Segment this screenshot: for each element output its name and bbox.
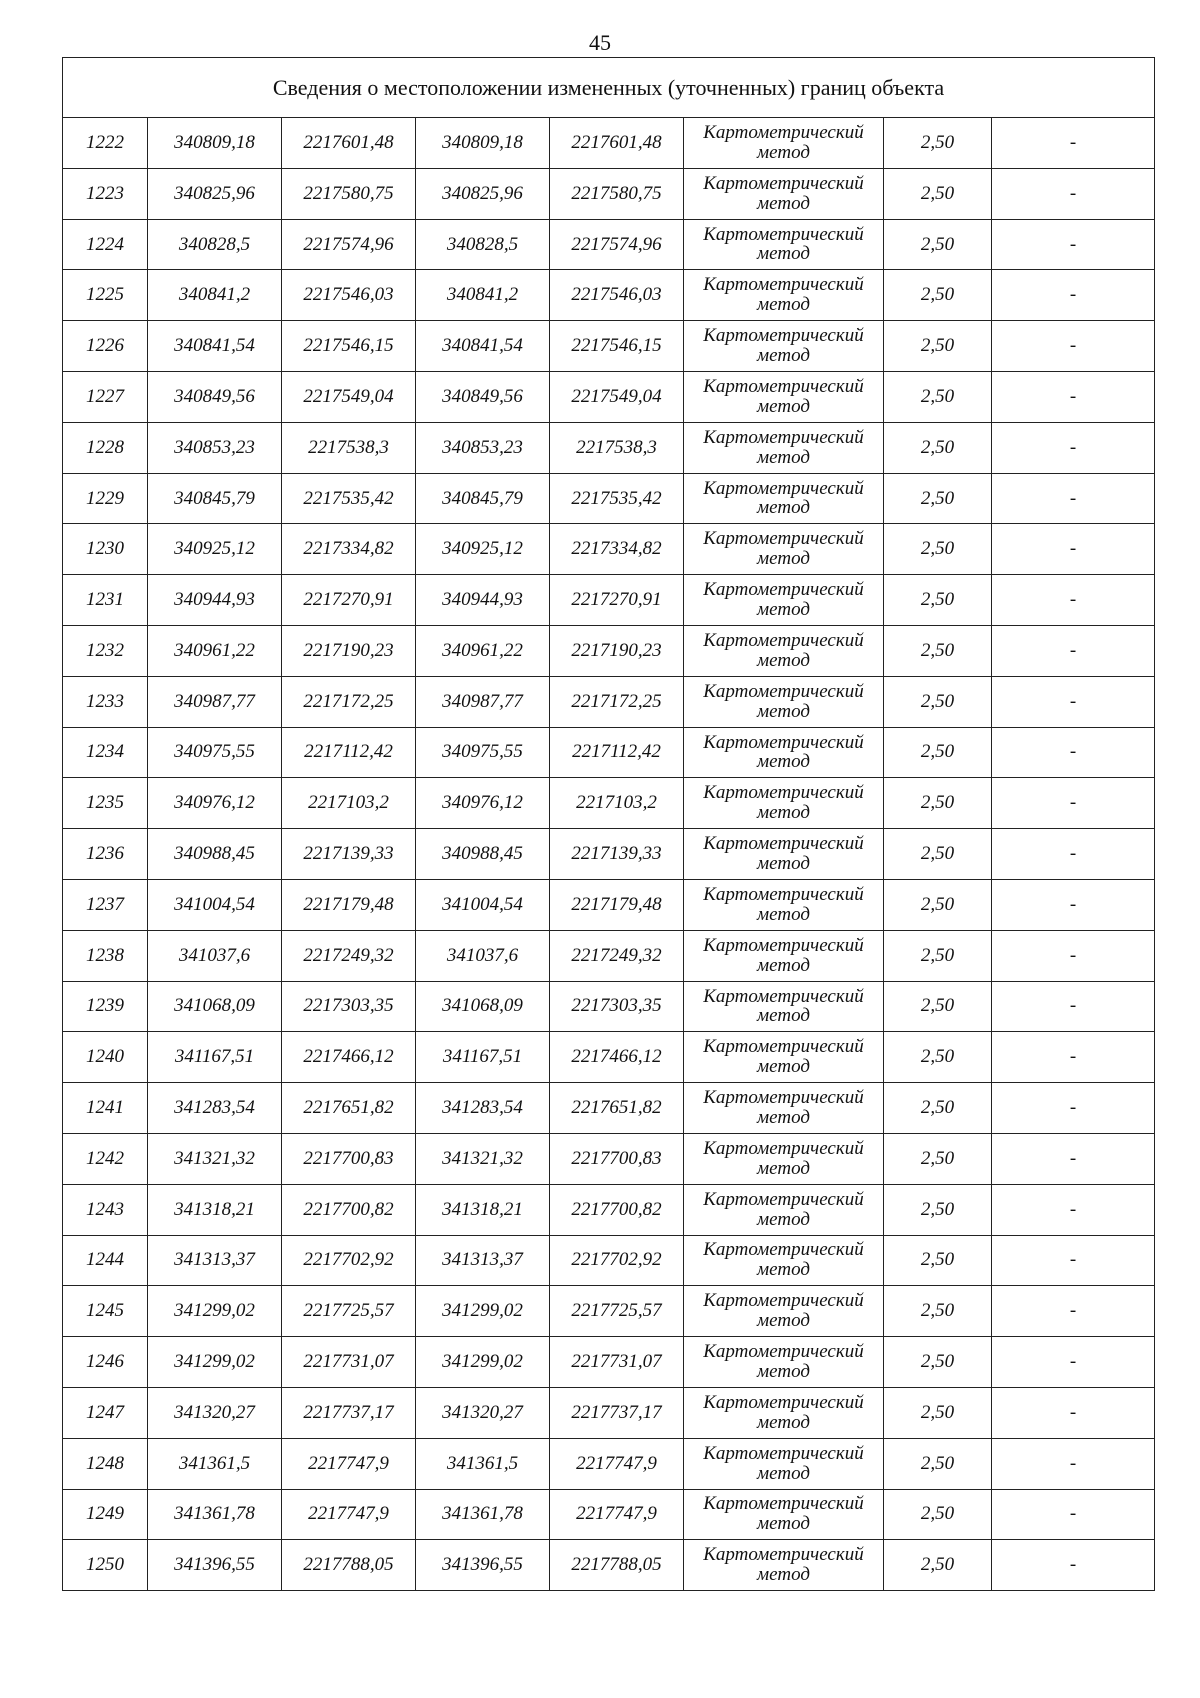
refined-y-cell: 2217651,82 — [550, 1083, 684, 1134]
existing-x-cell: 341299,02 — [148, 1286, 282, 1337]
refined-y-cell: 2217546,15 — [550, 321, 684, 372]
point-number-cell: 1224 — [63, 219, 148, 270]
note-cell: - — [992, 829, 1155, 880]
existing-y-cell: 2217466,12 — [282, 1032, 416, 1083]
existing-y-cell: 2217700,82 — [282, 1184, 416, 1235]
table-row — [63, 625, 1155, 676]
refined-y-cell: 2217747,9 — [550, 1489, 684, 1540]
existing-y-cell: 2217737,17 — [282, 1387, 416, 1438]
existing-x-cell: 340976,12 — [148, 778, 282, 829]
point-number-cell: 1241 — [63, 1083, 148, 1134]
method-cell: Картометрический метод — [684, 1235, 884, 1286]
method-cell: Картометрический метод — [684, 1184, 884, 1235]
point-number-cell: 1223 — [63, 168, 148, 219]
refined-x-cell: 340841,54 — [416, 321, 550, 372]
refined-y-cell: 2217179,48 — [550, 879, 684, 930]
accuracy-cell: 2,50 — [884, 168, 992, 219]
table-row — [63, 1133, 1155, 1184]
point-number-cell: 1250 — [63, 1540, 148, 1591]
refined-x-cell: 341299,02 — [416, 1337, 550, 1388]
method-cell: Картометрический метод — [684, 219, 884, 270]
method-cell: Картометрический метод — [684, 829, 884, 880]
accuracy-cell: 2,50 — [884, 981, 992, 1032]
table-row — [63, 371, 1155, 422]
existing-y-cell: 2217139,33 — [282, 829, 416, 880]
existing-y-cell: 2217172,25 — [282, 676, 416, 727]
method-cell: Картометрический метод — [684, 676, 884, 727]
refined-y-cell: 2217549,04 — [550, 371, 684, 422]
existing-x-cell: 340825,96 — [148, 168, 282, 219]
accuracy-cell: 2,50 — [884, 118, 992, 169]
refined-x-cell: 340944,93 — [416, 575, 550, 626]
method-cell: Картометрический метод — [684, 1489, 884, 1540]
refined-x-cell: 340976,12 — [416, 778, 550, 829]
existing-y-cell: 2217725,57 — [282, 1286, 416, 1337]
accuracy-cell: 2,50 — [884, 1540, 992, 1591]
existing-y-cell: 2217249,32 — [282, 930, 416, 981]
existing-x-cell: 340849,56 — [148, 371, 282, 422]
point-number-cell: 1225 — [63, 270, 148, 321]
refined-y-cell: 2217702,92 — [550, 1235, 684, 1286]
accuracy-cell: 2,50 — [884, 829, 992, 880]
accuracy-cell: 2,50 — [884, 676, 992, 727]
accuracy-cell: 2,50 — [884, 1286, 992, 1337]
note-cell: - — [992, 727, 1155, 778]
table-row — [63, 930, 1155, 981]
refined-x-cell: 341361,78 — [416, 1489, 550, 1540]
point-number-cell: 1242 — [63, 1133, 148, 1184]
refined-y-cell: 2217249,32 — [550, 930, 684, 981]
refined-x-cell: 340988,45 — [416, 829, 550, 880]
existing-x-cell: 341283,54 — [148, 1083, 282, 1134]
point-number-cell: 1244 — [63, 1235, 148, 1286]
refined-y-cell: 2217535,42 — [550, 473, 684, 524]
table-row — [63, 524, 1155, 575]
table-row — [63, 118, 1155, 169]
accuracy-cell: 2,50 — [884, 270, 992, 321]
refined-x-cell: 341037,6 — [416, 930, 550, 981]
table-row — [63, 1540, 1155, 1591]
existing-y-cell: 2217546,03 — [282, 270, 416, 321]
refined-y-cell: 2217139,33 — [550, 829, 684, 880]
method-cell: Картометрический метод — [684, 727, 884, 778]
point-number-cell: 1240 — [63, 1032, 148, 1083]
table-row — [63, 1489, 1155, 1540]
method-cell: Картометрический метод — [684, 524, 884, 575]
refined-x-cell: 341396,55 — [416, 1540, 550, 1591]
table-title: Сведения о местоположении измененных (уточненных) границ объекта — [63, 58, 1155, 118]
note-cell: - — [992, 118, 1155, 169]
accuracy-cell: 2,50 — [884, 321, 992, 372]
method-cell: Картометрический метод — [684, 981, 884, 1032]
refined-x-cell: 341167,51 — [416, 1032, 550, 1083]
note-cell: - — [992, 270, 1155, 321]
table-row — [63, 727, 1155, 778]
table-row — [63, 676, 1155, 727]
accuracy-cell: 2,50 — [884, 473, 992, 524]
existing-x-cell: 340809,18 — [148, 118, 282, 169]
table-row — [63, 321, 1155, 372]
refined-y-cell: 2217574,96 — [550, 219, 684, 270]
refined-x-cell: 340987,77 — [416, 676, 550, 727]
existing-y-cell: 2217651,82 — [282, 1083, 416, 1134]
table-row — [63, 1387, 1155, 1438]
method-cell: Картометрический метод — [684, 879, 884, 930]
refined-x-cell: 341361,5 — [416, 1438, 550, 1489]
note-cell: - — [992, 1489, 1155, 1540]
point-number-cell: 1233 — [63, 676, 148, 727]
point-number-cell: 1235 — [63, 778, 148, 829]
accuracy-cell: 2,50 — [884, 1083, 992, 1134]
accuracy-cell: 2,50 — [884, 575, 992, 626]
existing-y-cell: 2217731,07 — [282, 1337, 416, 1388]
existing-x-cell: 341313,37 — [148, 1235, 282, 1286]
refined-x-cell: 340853,23 — [416, 422, 550, 473]
table-row — [63, 219, 1155, 270]
existing-y-cell: 2217574,96 — [282, 219, 416, 270]
refined-x-cell: 340925,12 — [416, 524, 550, 575]
existing-x-cell: 340961,22 — [148, 625, 282, 676]
refined-y-cell: 2217700,82 — [550, 1184, 684, 1235]
method-cell: Картометрический метод — [684, 930, 884, 981]
existing-x-cell: 341361,5 — [148, 1438, 282, 1489]
note-cell: - — [992, 1286, 1155, 1337]
point-number-cell: 1238 — [63, 930, 148, 981]
existing-y-cell: 2217303,35 — [282, 981, 416, 1032]
note-cell: - — [992, 1083, 1155, 1134]
point-number-cell: 1228 — [63, 422, 148, 473]
refined-y-cell: 2217747,9 — [550, 1438, 684, 1489]
accuracy-cell: 2,50 — [884, 219, 992, 270]
accuracy-cell: 2,50 — [884, 625, 992, 676]
existing-y-cell: 2217788,05 — [282, 1540, 416, 1591]
accuracy-cell: 2,50 — [884, 1337, 992, 1388]
existing-x-cell: 340925,12 — [148, 524, 282, 575]
refined-x-cell: 341320,27 — [416, 1387, 550, 1438]
refined-x-cell: 341004,54 — [416, 879, 550, 930]
accuracy-cell: 2,50 — [884, 727, 992, 778]
refined-x-cell: 341299,02 — [416, 1286, 550, 1337]
table-row — [63, 1184, 1155, 1235]
note-cell: - — [992, 1438, 1155, 1489]
refined-y-cell: 2217334,82 — [550, 524, 684, 575]
method-cell: Картометрический метод — [684, 1286, 884, 1337]
note-cell: - — [992, 1387, 1155, 1438]
note-cell: - — [992, 168, 1155, 219]
refined-x-cell: 340828,5 — [416, 219, 550, 270]
existing-y-cell: 2217179,48 — [282, 879, 416, 930]
note-cell: - — [992, 1540, 1155, 1591]
point-number-cell: 1227 — [63, 371, 148, 422]
existing-y-cell: 2217538,3 — [282, 422, 416, 473]
existing-x-cell: 341167,51 — [148, 1032, 282, 1083]
existing-y-cell: 2217702,92 — [282, 1235, 416, 1286]
existing-x-cell: 341320,27 — [148, 1387, 282, 1438]
method-cell: Картометрический метод — [684, 1540, 884, 1591]
existing-x-cell: 341318,21 — [148, 1184, 282, 1235]
note-cell: - — [992, 321, 1155, 372]
existing-y-cell: 2217747,9 — [282, 1438, 416, 1489]
existing-x-cell: 341037,6 — [148, 930, 282, 981]
table-row — [63, 168, 1155, 219]
method-cell: Картометрический метод — [684, 778, 884, 829]
existing-x-cell: 340841,54 — [148, 321, 282, 372]
note-cell: - — [992, 422, 1155, 473]
existing-y-cell: 2217546,15 — [282, 321, 416, 372]
method-cell: Картометрический метод — [684, 168, 884, 219]
table-row — [63, 778, 1155, 829]
point-number-cell: 1230 — [63, 524, 148, 575]
point-number-cell: 1249 — [63, 1489, 148, 1540]
page-number: 45 — [589, 30, 611, 55]
refined-x-cell: 341321,32 — [416, 1133, 550, 1184]
table-row — [63, 981, 1155, 1032]
refined-y-cell: 2217303,35 — [550, 981, 684, 1032]
table-row — [63, 1286, 1155, 1337]
refined-y-cell: 2217172,25 — [550, 676, 684, 727]
refined-y-cell: 2217731,07 — [550, 1337, 684, 1388]
point-number-cell: 1237 — [63, 879, 148, 930]
refined-x-cell: 340809,18 — [416, 118, 550, 169]
note-cell: - — [992, 930, 1155, 981]
refined-y-cell: 2217112,42 — [550, 727, 684, 778]
note-cell: - — [992, 1235, 1155, 1286]
note-cell: - — [992, 371, 1155, 422]
table-row — [63, 575, 1155, 626]
refined-x-cell: 341283,54 — [416, 1083, 550, 1134]
note-cell: - — [992, 1184, 1155, 1235]
method-cell: Картометрический метод — [684, 118, 884, 169]
accuracy-cell: 2,50 — [884, 1387, 992, 1438]
refined-y-cell: 2217580,75 — [550, 168, 684, 219]
method-cell: Картометрический метод — [684, 1387, 884, 1438]
existing-x-cell: 340944,93 — [148, 575, 282, 626]
boundary-coordinates-table — [62, 57, 1155, 1591]
table-row — [63, 879, 1155, 930]
table-row — [63, 1337, 1155, 1388]
note-cell: - — [992, 778, 1155, 829]
method-cell: Картометрический метод — [684, 1133, 884, 1184]
refined-y-cell: 2217725,57 — [550, 1286, 684, 1337]
accuracy-cell: 2,50 — [884, 422, 992, 473]
table-row — [63, 270, 1155, 321]
method-cell: Картометрический метод — [684, 371, 884, 422]
point-number-cell: 1247 — [63, 1387, 148, 1438]
note-cell: - — [992, 219, 1155, 270]
table-row — [63, 422, 1155, 473]
method-cell: Картометрический метод — [684, 1083, 884, 1134]
table-row — [63, 1235, 1155, 1286]
refined-y-cell: 2217466,12 — [550, 1032, 684, 1083]
accuracy-cell: 2,50 — [884, 371, 992, 422]
point-number-cell: 1231 — [63, 575, 148, 626]
accuracy-cell: 2,50 — [884, 1133, 992, 1184]
method-cell: Картометрический метод — [684, 270, 884, 321]
note-cell: - — [992, 1133, 1155, 1184]
point-number-cell: 1243 — [63, 1184, 148, 1235]
existing-y-cell: 2217580,75 — [282, 168, 416, 219]
method-cell: Картометрический метод — [684, 575, 884, 626]
existing-y-cell: 2217700,83 — [282, 1133, 416, 1184]
note-cell: - — [992, 524, 1155, 575]
refined-x-cell: 340975,55 — [416, 727, 550, 778]
refined-y-cell: 2217788,05 — [550, 1540, 684, 1591]
method-cell: Картометрический метод — [684, 1032, 884, 1083]
point-number-cell: 1236 — [63, 829, 148, 880]
table-row — [63, 1438, 1155, 1489]
existing-x-cell: 341299,02 — [148, 1337, 282, 1388]
point-number-cell: 1232 — [63, 625, 148, 676]
refined-y-cell: 2217737,17 — [550, 1387, 684, 1438]
point-number-cell: 1234 — [63, 727, 148, 778]
table-row — [63, 829, 1155, 880]
refined-x-cell: 341313,37 — [416, 1235, 550, 1286]
point-number-cell: 1229 — [63, 473, 148, 524]
table-row — [63, 1032, 1155, 1083]
existing-x-cell: 340853,23 — [148, 422, 282, 473]
existing-x-cell: 340988,45 — [148, 829, 282, 880]
method-cell: Картометрический метод — [684, 1337, 884, 1388]
table-row — [63, 473, 1155, 524]
accuracy-cell: 2,50 — [884, 1184, 992, 1235]
note-cell: - — [992, 981, 1155, 1032]
refined-x-cell: 341068,09 — [416, 981, 550, 1032]
existing-x-cell: 340845,79 — [148, 473, 282, 524]
point-number-cell: 1246 — [63, 1337, 148, 1388]
existing-y-cell: 2217103,2 — [282, 778, 416, 829]
refined-y-cell: 2217190,23 — [550, 625, 684, 676]
note-cell: - — [992, 625, 1155, 676]
accuracy-cell: 2,50 — [884, 1489, 992, 1540]
point-number-cell: 1226 — [63, 321, 148, 372]
note-cell: - — [992, 879, 1155, 930]
existing-x-cell: 341321,32 — [148, 1133, 282, 1184]
note-cell: - — [992, 676, 1155, 727]
accuracy-cell: 2,50 — [884, 1438, 992, 1489]
refined-x-cell: 340841,2 — [416, 270, 550, 321]
table-row — [63, 1083, 1155, 1134]
existing-x-cell: 340841,2 — [148, 270, 282, 321]
method-cell: Картометрический метод — [684, 422, 884, 473]
note-cell: - — [992, 473, 1155, 524]
method-cell: Картометрический метод — [684, 321, 884, 372]
note-cell: - — [992, 1032, 1155, 1083]
method-cell: Картометрический метод — [684, 473, 884, 524]
refined-x-cell: 340961,22 — [416, 625, 550, 676]
accuracy-cell: 2,50 — [884, 930, 992, 981]
existing-x-cell: 341068,09 — [148, 981, 282, 1032]
refined-y-cell: 2217601,48 — [550, 118, 684, 169]
existing-y-cell: 2217549,04 — [282, 371, 416, 422]
point-number-cell: 1248 — [63, 1438, 148, 1489]
existing-x-cell: 340987,77 — [148, 676, 282, 727]
refined-y-cell: 2217700,83 — [550, 1133, 684, 1184]
existing-y-cell: 2217747,9 — [282, 1489, 416, 1540]
point-number-cell: 1239 — [63, 981, 148, 1032]
existing-y-cell: 2217270,91 — [282, 575, 416, 626]
method-cell: Картометрический метод — [684, 1438, 884, 1489]
existing-y-cell: 2217535,42 — [282, 473, 416, 524]
existing-x-cell: 341004,54 — [148, 879, 282, 930]
existing-y-cell: 2217334,82 — [282, 524, 416, 575]
refined-y-cell: 2217103,2 — [550, 778, 684, 829]
table-body — [63, 118, 1155, 1591]
existing-y-cell: 2217112,42 — [282, 727, 416, 778]
existing-y-cell: 2217190,23 — [282, 625, 416, 676]
accuracy-cell: 2,50 — [884, 524, 992, 575]
existing-x-cell: 340975,55 — [148, 727, 282, 778]
accuracy-cell: 2,50 — [884, 879, 992, 930]
note-cell: - — [992, 575, 1155, 626]
existing-x-cell: 341361,78 — [148, 1489, 282, 1540]
note-cell: - — [992, 1337, 1155, 1388]
refined-y-cell: 2217546,03 — [550, 270, 684, 321]
point-number-cell: 1245 — [63, 1286, 148, 1337]
refined-x-cell: 340849,56 — [416, 371, 550, 422]
refined-y-cell: 2217270,91 — [550, 575, 684, 626]
accuracy-cell: 2,50 — [884, 1032, 992, 1083]
refined-x-cell: 340845,79 — [416, 473, 550, 524]
method-cell: Картометрический метод — [684, 625, 884, 676]
accuracy-cell: 2,50 — [884, 1235, 992, 1286]
existing-y-cell: 2217601,48 — [282, 118, 416, 169]
refined-y-cell: 2217538,3 — [550, 422, 684, 473]
existing-x-cell: 341396,55 — [148, 1540, 282, 1591]
point-number-cell: 1222 — [63, 118, 148, 169]
existing-x-cell: 340828,5 — [148, 219, 282, 270]
refined-x-cell: 340825,96 — [416, 168, 550, 219]
accuracy-cell: 2,50 — [884, 778, 992, 829]
refined-x-cell: 341318,21 — [416, 1184, 550, 1235]
